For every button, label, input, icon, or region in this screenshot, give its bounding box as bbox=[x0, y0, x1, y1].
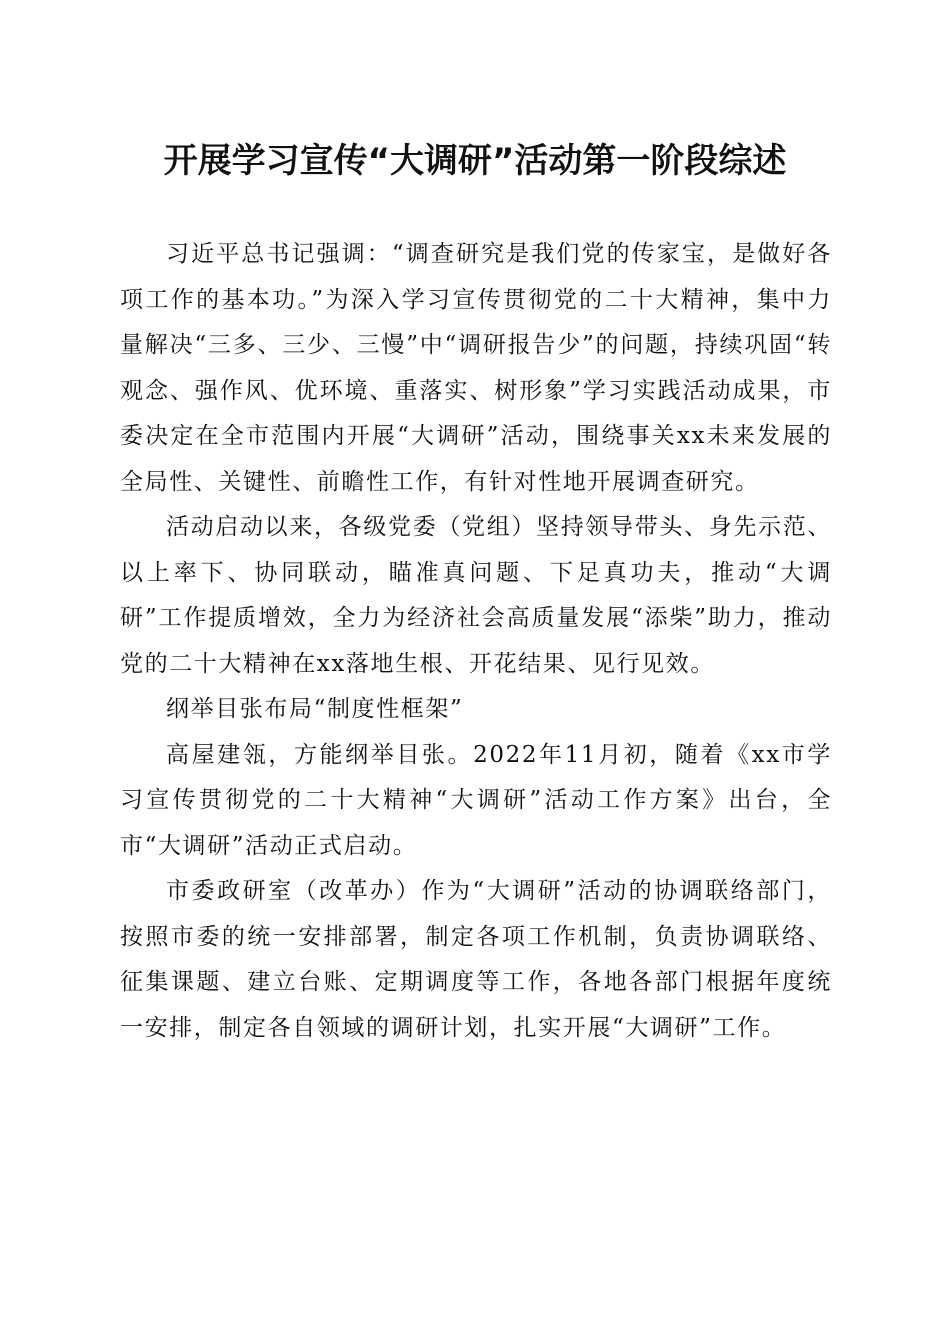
paragraph-coordination: 市委政研室（改革办）作为“大调研”活动的协调联络部门，按照市委的统一安排部署，制定各项工作机制，负责协调联络、征集课题、建立台账、定期调度等工作，各地各部门根据年度统一安排，制定各自领域的调研计划，扎实开展“大调研”工作。 bbox=[120, 878, 832, 1041]
section-heading: 纲举目张布局“制度性框架” bbox=[166, 696, 464, 722]
paragraph-launch: 高屋建瓴，方能纲举目张。2022年11月初，随着《xx市学习宣传贯彻党的二十大精神“大调研”活动工作方案》出台，全市“大调研”活动正式启动。 bbox=[120, 741, 832, 859]
paragraph-progress: 活动启动以来，各级党委（党组）坚持领导带头、身先示范、以上率下、协同联动，瞄准真问题、下足真功夫，推动“大调研”工作提质增效，全力为经济社会高质量发展“添柴”助力，推动党的二十大精神在xx落地生根、开花结果、见行见效。 bbox=[120, 514, 832, 677]
document-body bbox=[120, 232, 832, 1051]
paragraph-intro: 习近平总书记强调：“调查研究是我们党的传家宝，是做好各项工作的基本功。”为深入学习宣传贯彻党的二十大精神，集中力量解决“三多、三少、三慢”中“调研报告少”的问题，持续巩固“转观念、强作风、优环境、重落实、树形象”学习实践活动成果，市委决定在全市范围内开展“大调研”活动，围绕事关xx未来发展的全局性、关键性、前瞻性工作，有针对性地开展调查研究。 bbox=[120, 241, 832, 495]
document-title: 开展学习宣传“大调研”活动第一阶段综述 bbox=[163, 141, 787, 181]
